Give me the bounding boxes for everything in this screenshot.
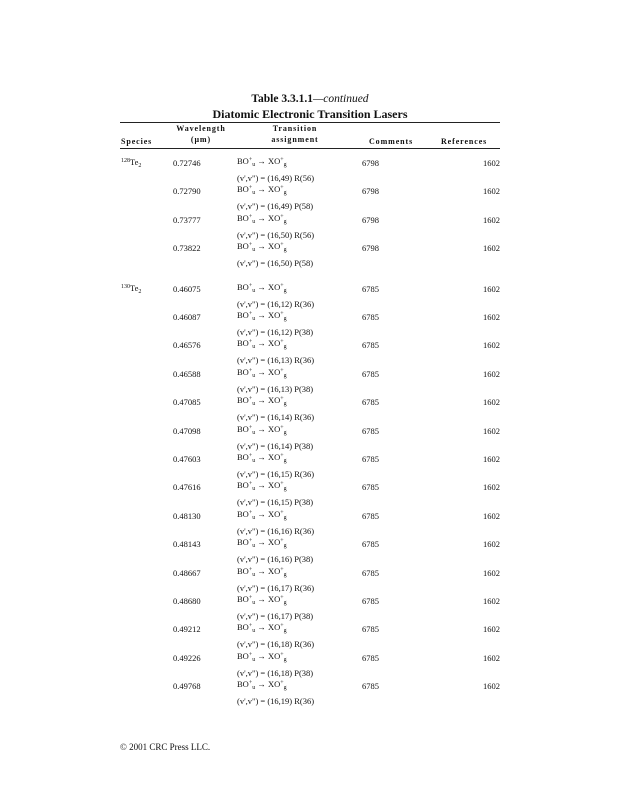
upper-state: BO (237, 650, 249, 661)
lower-state: XO (267, 366, 281, 377)
upper-state-sub: u (252, 372, 256, 379)
table-row (0, 281, 617, 312)
transition-cell (237, 679, 287, 691)
reference-cell: 1602 (483, 652, 500, 663)
transition-arrow: → (255, 565, 268, 576)
lower-state-sub: g (283, 656, 287, 663)
upper-state-sup: + (248, 595, 253, 601)
transition-cell (237, 310, 287, 322)
lower-state-sub: g (283, 543, 287, 550)
lower-state-sup: + (280, 509, 284, 516)
transition-arrow: → (255, 452, 268, 462)
reference-cell: 1602 (483, 283, 500, 294)
header-assignment: assignment (271, 135, 319, 144)
upper-state: BO (237, 338, 249, 349)
upper-state-sub: u (252, 429, 256, 436)
table-title (120, 93, 500, 105)
upper-state-sub: u (252, 287, 256, 294)
lower-state: XO (267, 212, 281, 223)
lower-state-sub: g (283, 218, 287, 225)
upper-state-sub: u (252, 190, 256, 197)
transition-arrow: → (255, 679, 268, 690)
comment-cell: 6785 (362, 510, 379, 521)
comment-cell: 6785 (362, 368, 379, 379)
lower-state: XO (267, 395, 281, 406)
upper-state-sub: u (252, 218, 256, 225)
lower-state: XO (267, 310, 281, 320)
wavelength-cell: 0.48667 (173, 567, 201, 578)
lower-state-sup: + (280, 157, 284, 163)
comment-cell: 6785 (362, 596, 379, 606)
table-row (0, 423, 617, 454)
table-subtitle: Diatomic Electronic Transition Lasers (212, 107, 408, 121)
transition-cell (237, 452, 287, 464)
transition-cell (237, 395, 287, 407)
vibrational-assignment: (v',v") = (16,18) R(36) (237, 639, 315, 650)
lower-state: XO (267, 241, 281, 252)
species-symbol: Te (130, 282, 139, 293)
upper-state-sup: + (248, 453, 253, 459)
comment-cell: 6798 (362, 186, 379, 197)
table-row (0, 650, 617, 681)
vibrational-assignment: (v',v") = (16,49) P(58) (237, 201, 314, 212)
upper-state-sup: + (248, 680, 253, 687)
transition-arrow: → (255, 184, 268, 195)
table-row (0, 186, 617, 214)
comment-cell: 6785 (362, 454, 379, 464)
header-references: References (441, 137, 488, 146)
vibrational-assignment: (v',v") = (16,14) P(38) (237, 440, 314, 451)
table-row (0, 158, 617, 186)
reference-cell: 1602 (483, 624, 500, 635)
wavelength-cell: 0.46588 (173, 368, 201, 379)
lower-state: XO (267, 281, 281, 292)
table-row (0, 565, 617, 596)
comment-cell: 6785 (362, 283, 379, 294)
vibrational-assignment: (v',v") = (16,18) P(38) (237, 667, 314, 678)
transition-cell (237, 424, 287, 436)
upper-state-sup: + (248, 651, 253, 658)
lower-state-sup: + (280, 282, 284, 289)
upper-state-sub: u (252, 486, 256, 493)
upper-state: BO (237, 565, 249, 576)
upper-state-sup: + (248, 213, 253, 220)
table-row (0, 539, 617, 567)
table-row (0, 681, 617, 709)
upper-state-sup: + (248, 623, 253, 630)
table-row (0, 596, 617, 624)
upper-state: BO (237, 395, 249, 406)
species-mass: 128 (121, 158, 130, 164)
lower-state-sub: g (283, 247, 287, 254)
wavelength-cell: 0.48680 (173, 596, 201, 606)
vibrational-assignment: (v',v") = (16,16) R(36) (237, 525, 315, 536)
table-row (0, 454, 617, 482)
lower-state: XO (267, 679, 281, 690)
vibrational-assignment: (v',v") = (16,16) P(38) (237, 554, 314, 565)
transition-arrow: → (255, 594, 268, 604)
lower-state-sup: + (280, 566, 284, 573)
upper-state-sub: u (252, 514, 256, 521)
lower-state: XO (267, 565, 281, 576)
upper-state-sub: u (252, 316, 256, 322)
transition-arrow: → (255, 480, 268, 491)
reference-cell: 1602 (483, 214, 500, 225)
reference-cell: 1602 (483, 158, 500, 168)
upper-state: BO (237, 156, 249, 166)
transition-cell (237, 338, 287, 350)
comment-cell: 6785 (362, 567, 379, 578)
reference-cell: 1602 (483, 454, 500, 464)
upper-state: BO (237, 184, 249, 195)
vibrational-assignment: (v',v") = (16,15) P(38) (237, 497, 314, 508)
comment-cell: 6798 (362, 158, 379, 168)
lower-state-sup: + (280, 396, 284, 403)
reference-cell: 1602 (483, 539, 500, 550)
header-wavelength-unit: (μm) (190, 135, 212, 144)
upper-state-sup: + (248, 538, 253, 545)
transition-cell (237, 622, 287, 634)
lower-state-sup: + (280, 424, 284, 431)
lower-state: XO (267, 423, 281, 434)
vibrational-assignment: (v',v") = (16,50) P(58) (237, 258, 314, 269)
upper-state-sub: u (252, 571, 256, 578)
lower-state: XO (267, 156, 281, 166)
transition-arrow: → (255, 310, 268, 320)
reference-cell: 1602 (483, 425, 500, 436)
wavelength-cell: 0.46087 (173, 312, 201, 322)
upper-state: BO (237, 310, 249, 320)
upper-state: BO (237, 537, 249, 548)
upper-state-sup: + (248, 282, 253, 289)
wavelength-cell: 0.47098 (173, 425, 201, 436)
comment-cell: 6785 (362, 652, 379, 663)
comment-cell: 6785 (362, 624, 379, 635)
vibrational-assignment: (v',v") = (16,19) R(36) (237, 696, 315, 707)
reference-cell: 1602 (483, 681, 500, 692)
upper-state-sup: + (248, 185, 253, 192)
lower-state: XO (267, 594, 281, 604)
lower-state-sup: + (280, 680, 284, 687)
transition-cell (237, 480, 287, 492)
transition-cell (237, 566, 287, 578)
wavelength-cell: 0.46576 (173, 340, 201, 351)
wavelength-cell: 0.49226 (173, 652, 201, 663)
lower-state-sup: + (280, 595, 284, 601)
species-symbol: Te (130, 157, 139, 167)
wavelength-cell: 0.46075 (173, 283, 201, 294)
lower-state-sub: g (283, 429, 287, 436)
upper-state: BO (237, 281, 249, 292)
lower-state-sup: + (280, 453, 284, 459)
upper-state: BO (237, 508, 249, 519)
header-bottom-rule (120, 148, 500, 149)
comment-cell: 6785 (362, 681, 379, 692)
wavelength-cell: 0.49212 (173, 624, 201, 635)
header-top-rule (120, 122, 500, 123)
upper-state-sup: + (248, 339, 253, 346)
upper-state-sup: + (248, 566, 253, 573)
transition-arrow: → (255, 366, 268, 377)
lower-state: XO (267, 338, 281, 349)
reference-cell: 1602 (483, 243, 500, 254)
upper-state-sup: + (248, 481, 253, 488)
wavelength-cell: 0.47603 (173, 454, 201, 464)
transition-arrow: → (255, 622, 268, 633)
vibrational-assignment: (v',v") = (16,49) R(56) (237, 173, 315, 183)
lower-state-sub: g (283, 316, 287, 322)
reference-cell: 1602 (483, 312, 500, 322)
reference-cell: 1602 (483, 596, 500, 606)
lower-state-sub: g (283, 372, 287, 379)
transition-arrow: → (255, 650, 268, 661)
table-row (0, 366, 617, 397)
transition-cell (237, 367, 287, 379)
vibrational-assignment: (v',v") = (16,17) R(36) (237, 582, 315, 593)
lower-state-sup: + (280, 367, 284, 374)
vibrational-assignment: (v',v") = (16,17) P(38) (237, 611, 314, 621)
table-row (0, 243, 617, 271)
upper-state-sup: + (248, 424, 253, 431)
lower-state-sup: + (280, 651, 284, 658)
vibrational-assignment: (v',v") = (16,13) R(36) (237, 355, 315, 366)
header-comments: Comments (369, 137, 414, 146)
vibrational-assignment: (v',v") = (16,13) P(38) (237, 383, 314, 394)
lower-state-sup: + (280, 538, 284, 545)
upper-state-sup: + (248, 367, 253, 374)
upper-state: BO (237, 480, 249, 491)
transition-cell (237, 241, 287, 253)
comment-cell: 6785 (362, 340, 379, 351)
lower-state-sup: + (280, 185, 284, 192)
transition-cell (237, 651, 287, 663)
upper-state-sub: u (252, 458, 256, 464)
upper-state-sub: u (252, 543, 256, 550)
wavelength-cell: 0.72790 (173, 186, 201, 197)
wavelength-cell: 0.48130 (173, 510, 201, 521)
lower-state: XO (267, 480, 281, 491)
species-subscript: 2 (138, 163, 142, 169)
transition-arrow: → (255, 241, 268, 252)
upper-state-sup: + (248, 157, 253, 163)
copyright-footer: © 2001 CRC Press LLC. (120, 742, 211, 752)
wavelength-cell: 0.48143 (173, 539, 201, 550)
lower-state-sub: g (283, 287, 287, 294)
vibrational-assignment: (v',v") = (16,12) P(38) (237, 327, 314, 337)
table-row (0, 397, 617, 425)
header-transition: Transition (272, 124, 318, 133)
lower-state-sub: g (283, 486, 287, 493)
wavelength-cell: 0.73777 (173, 214, 201, 225)
header-wavelength: Wavelength (176, 124, 226, 133)
upper-state-sup: + (248, 396, 253, 403)
wavelength-cell: 0.49768 (173, 681, 201, 692)
upper-state: BO (237, 622, 249, 633)
upper-state-sub: u (252, 685, 256, 692)
upper-state: BO (237, 594, 249, 604)
transition-cell (237, 156, 287, 168)
wavelength-cell: 0.47616 (173, 482, 201, 493)
lower-state: XO (267, 508, 281, 519)
transition-cell (237, 537, 287, 549)
table-row (0, 482, 617, 510)
table-row (0, 312, 617, 340)
transition-cell (237, 184, 287, 196)
species-mass: 130 (121, 283, 130, 290)
species-cell (121, 283, 141, 295)
upper-state-sub: u (252, 247, 256, 254)
continued-label: —continued (312, 93, 369, 105)
vibrational-assignment: (v',v") = (16,15) R(36) (237, 469, 315, 479)
transition-cell (237, 213, 287, 225)
table-row (0, 212, 617, 243)
lower-state-sup: + (280, 339, 284, 346)
reference-cell: 1602 (483, 482, 500, 493)
lower-state-sup: + (280, 311, 284, 317)
comment-cell: 6785 (362, 425, 379, 436)
comment-cell: 6785 (362, 539, 379, 550)
upper-state-sub: u (252, 162, 256, 168)
lower-state: XO (267, 622, 281, 633)
upper-state: BO (237, 679, 249, 690)
transition-arrow: → (255, 537, 268, 548)
wavelength-cell: 0.72746 (173, 158, 201, 168)
comment-cell: 6798 (362, 243, 379, 254)
transition-arrow: → (255, 338, 268, 349)
upper-state: BO (237, 366, 249, 377)
header-species: Species (121, 137, 153, 146)
lower-state-sub: g (283, 600, 287, 606)
reference-cell: 1602 (483, 510, 500, 521)
wavelength-cell: 0.47085 (173, 397, 201, 408)
lower-state-sub: g (283, 571, 287, 578)
upper-state: BO (237, 212, 249, 223)
upper-state: BO (237, 241, 249, 252)
upper-state: BO (237, 423, 249, 434)
lower-state-sub: g (283, 458, 287, 464)
reference-cell: 1602 (483, 567, 500, 578)
species-cell (121, 157, 141, 169)
upper-state-sub: u (252, 656, 256, 663)
vibrational-assignment: (v',v") = (16,14) R(36) (237, 412, 315, 423)
table-row (0, 624, 617, 652)
transition-arrow: → (255, 508, 268, 519)
reference-cell: 1602 (483, 397, 500, 408)
vibrational-assignment: (v',v") = (16,12) R(36) (237, 298, 315, 309)
transition-arrow: → (255, 212, 268, 223)
reference-cell: 1602 (483, 186, 500, 197)
reference-cell: 1602 (483, 340, 500, 351)
transition-arrow: → (255, 395, 268, 406)
lower-state: XO (267, 184, 281, 195)
lower-state-sup: + (280, 242, 284, 249)
lower-state-sub: g (283, 685, 287, 692)
upper-state-sub: u (252, 600, 256, 606)
upper-state: BO (237, 452, 249, 462)
reference-cell: 1602 (483, 368, 500, 379)
transition-cell (237, 509, 287, 521)
wavelength-cell: 0.73822 (173, 243, 201, 254)
upper-state-sub: u (252, 628, 256, 635)
lower-state-sub: g (283, 344, 287, 351)
upper-state-sub: u (252, 401, 256, 408)
lower-state-sub: g (283, 628, 287, 635)
transition-arrow: → (255, 281, 268, 292)
table-row (0, 340, 617, 368)
transition-arrow: → (255, 423, 268, 434)
lower-state: XO (267, 650, 281, 661)
upper-state-sup: + (248, 509, 253, 516)
lower-state-sup: + (280, 623, 284, 630)
comment-cell: 6798 (362, 214, 379, 225)
lower-state-sub: g (283, 190, 287, 197)
lower-state: XO (267, 537, 281, 548)
upper-state-sup: + (248, 242, 253, 249)
lower-state-sup: + (280, 481, 284, 488)
transition-cell (237, 594, 287, 606)
vibrational-assignment: (v',v") = (16,50) R(56) (237, 229, 315, 240)
upper-state-sub: u (252, 344, 256, 351)
species-subscript: 2 (138, 288, 142, 295)
transition-cell (237, 282, 287, 294)
lower-state: XO (267, 452, 281, 462)
comment-cell: 6785 (362, 482, 379, 493)
lower-state-sub: g (283, 401, 287, 408)
upper-state-sup: + (248, 311, 253, 317)
lower-state-sub: g (283, 514, 287, 521)
lower-state-sub: g (283, 162, 287, 168)
comment-cell: 6785 (362, 397, 379, 408)
comment-cell: 6785 (362, 312, 379, 322)
lower-state-sup: + (280, 213, 284, 220)
table-row (0, 508, 617, 539)
table-label: Table 3.3.1.1 (251, 93, 313, 105)
transition-arrow: → (255, 156, 268, 166)
